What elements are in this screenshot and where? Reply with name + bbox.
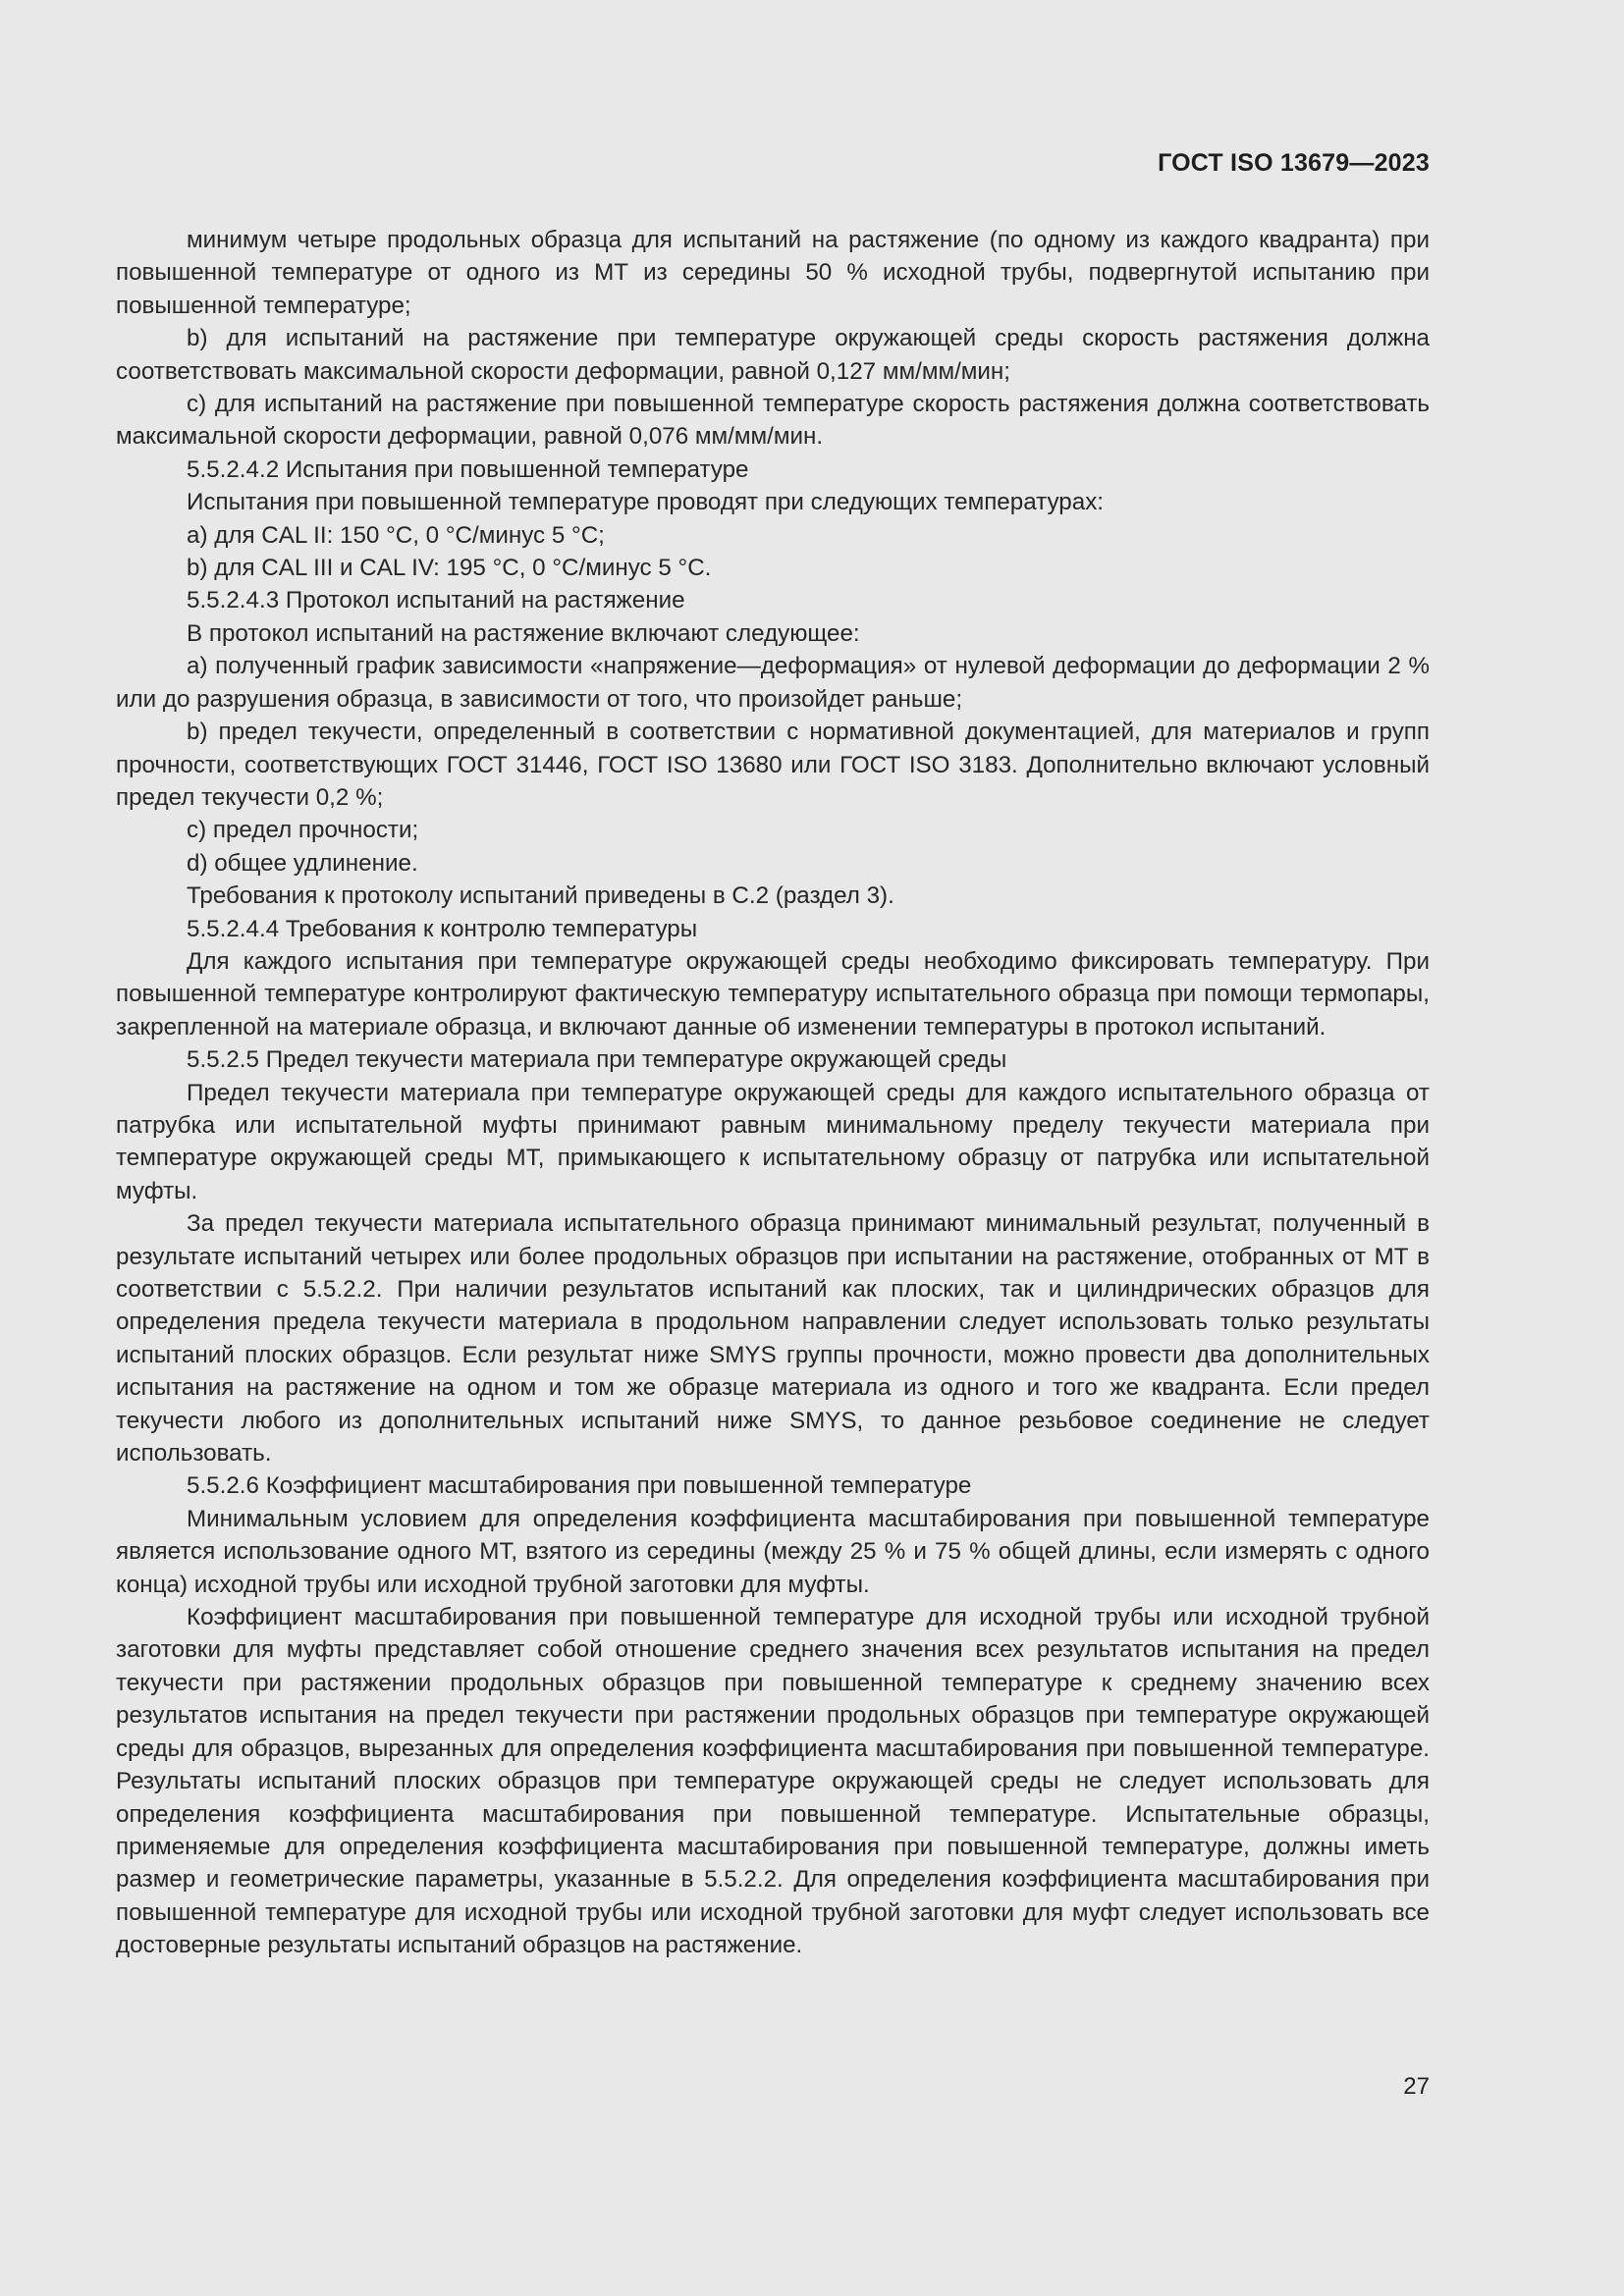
paragraph: Минимальным условием для определения коэффициента масштабирования при повышенной температуре является использование одного МТ, взятого из середины (между 25 % и 75 % общей длины, если измерять с одного конца) исходной трубы или исходной трубной заготовки для муфты. [116, 1505, 1430, 1598]
list-item-b: b) для испытаний на растяжение при температуре окружающей среды скорость растяжения должна соответствовать максимальной скорости деформации, равной 0,127 мм/мм/мин; [116, 325, 1430, 385]
list-item-d: d) общее удлинение. [187, 849, 418, 877]
page-number: 27 [1403, 2073, 1430, 2100]
section-heading-5-5-2-6: 5.5.2.6 Коэффициент масштабирования при повышенной температуре [187, 1472, 972, 1500]
paragraph: Испытания при повышенной температуре проводят при следующих температурах: [187, 489, 1105, 516]
paragraph: Требования к протоколу испытаний приведены в С.2 (раздел 3). [187, 882, 894, 910]
paragraph-continuation: минимум четыре продольных образца для испытаний на растяжение (по одному из каждого квадранта) при повышенной температуре от одного из МТ из середины 50 % исходной трубы, подвергнутой испытанию при повышенной температуре; [116, 227, 1430, 319]
paragraph: За предел текучести материала испытательного образца принимают минимальный результат, полученный в результате испытаний четырех или более продольных образцов при испытании на растяжение, отобранных от МТ в соответствии с 5.5.2.2. При наличии результатов испытаний как плоских, так и цилиндрических образцов для определения предела текучести материала в продольном направлении следует использовать только результаты испытаний плоских образцов. Если результат ниже SMYS группы прочности, можно провести два дополнительных испытания на растяжение на одном и том же образце материала из одного и того же квадранта. Если предел текучести любого из дополнительных испытаний ниже SMYS, то данное резьбовое соединение не следует использовать. [116, 1210, 1430, 1468]
document-header: ГОСТ ISO 13679—2023 [1158, 149, 1430, 177]
document-body [116, 224, 1430, 1962]
paragraph: Для каждого испытания при температуре окружающей среды необходимо фиксировать температуру. При повышенной температуре контролируют фактическую температуру испытательного образца при помощи термопары, закрепленной на материале образца, и включают данные об изменении температуры в протокол испытаний. [116, 947, 1430, 1041]
list-item-b: b) предел текучести, определенный в соответствии с нормативной документацией, для материалов и групп прочности, соответствующих ГОСТ 31446, ГОСТ ISO 13680 или ГОСТ ISO 3183. Дополнительно включают условный предел текучести 0,2 %; [116, 719, 1430, 811]
section-heading-5-5-2-5: 5.5.2.5 Предел текучести материала при температуре окружающей среды [187, 1046, 1007, 1074]
paragraph: Коэффициент масштабирования при повышенной температуре для исходной трубы или исходной трубной заготовки для муфты представляет собой отношение среднего значения всех результатов испытания на предел текучести при растяжении продольных образцов при повышенной температуре к среднему значению всех результатов испытания на предел текучести при растяжении продольных образцов при температуре окружающей среды для образцов, вырезанных для определения коэффициента масштабирования при повышенной температуре. Результаты испытаний плоских образцов при температуре окружающей среды не следует использовать для определения коэффициента масштабирования при повышенной температуре. Испытательные образцы, применяемые для определения коэффициента масштабирования при повышенной температуре, должны иметь размер и геометрические параметры, указанные в 5.5.2.2. Для определения коэффициента масштабирования при повышенной температуре для исходной трубы или исходной трубной заготовки для муфт следует использовать все достоверные результаты испытаний образцов на растяжение. [116, 1604, 1430, 1959]
list-item-a: a) полученный график зависимости «напряжение—деформация» от нулевой деформации до деформации 2 % или до разрушения образца, в зависимости от того, что произойдет раньше; [116, 653, 1430, 713]
list-item-a: a) для CAL II: 150 °С, 0 °С/минус 5 °С; [187, 521, 605, 549]
section-heading-5-5-2-4-3: 5.5.2.4.3 Протокол испытаний на растяжение [187, 587, 685, 614]
paragraph: Предел текучести материала при температуре окружающей среды для каждого испытательного образца от патрубка или испытательной муфты принимают равным минимальному пределу текучести материала при температуре окружающей среды МТ, примыкающего к испытательному образцу от патрубка или испытательной муфты. [116, 1079, 1430, 1204]
section-heading-5-5-2-4-2: 5.5.2.4.2 Испытания при повышенной температуре [187, 455, 749, 483]
list-item-c: c) для испытаний на растяжение при повышенной температуре скорость растяжения должна соответствовать максимальной скорости деформации, равной 0,076 мм/мм/мин. [116, 391, 1430, 451]
list-item-b: b) для CAL III и CAL IV: 195 °С, 0 °С/минус 5 °С. [187, 555, 712, 582]
paragraph: В протокол испытаний на растяжение включают следующее: [187, 619, 860, 647]
section-heading-5-5-2-4-4: 5.5.2.4.4 Требования к контролю температуры [187, 915, 698, 942]
list-item-c: c) предел прочности; [187, 817, 419, 844]
